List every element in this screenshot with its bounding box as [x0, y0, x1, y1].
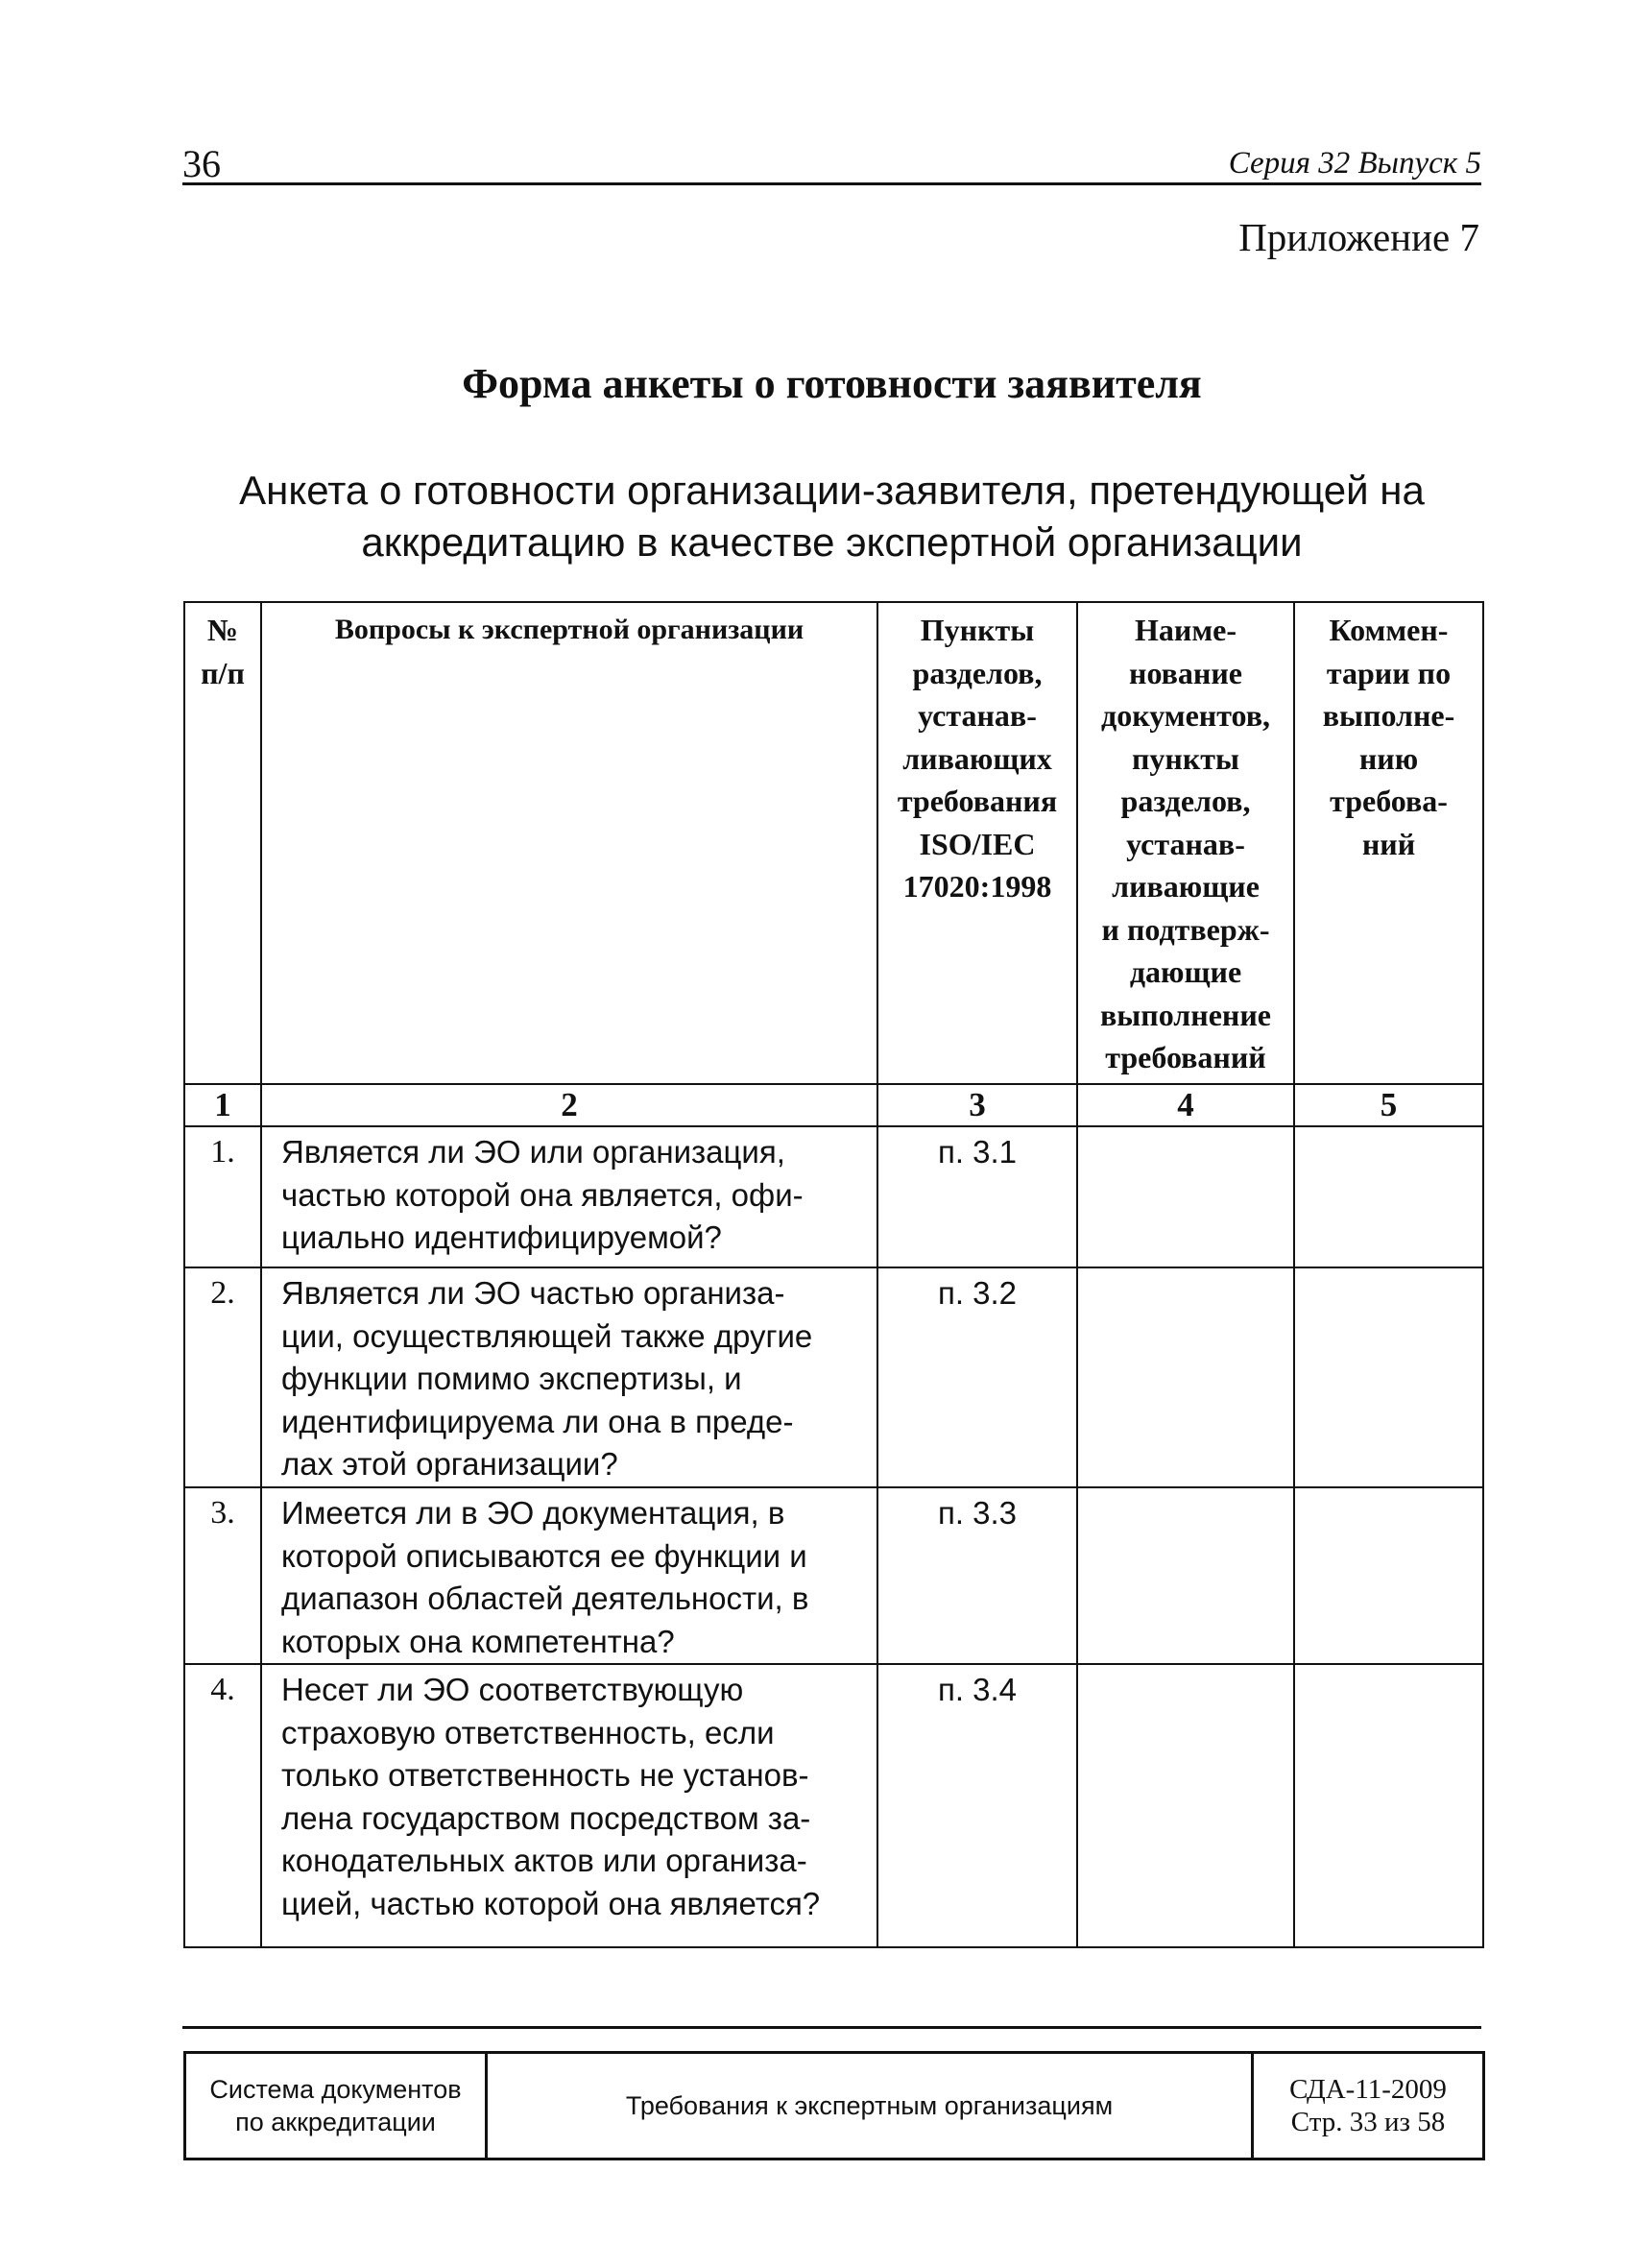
row-clause: п. 3.2	[877, 1267, 1077, 1487]
column-number-row	[184, 1084, 1483, 1126]
header-line: пункты	[1131, 740, 1239, 776]
row-comments[interactable]	[1294, 1487, 1483, 1664]
table-row	[184, 1267, 1483, 1487]
row-comments[interactable]	[1294, 1664, 1483, 1947]
questionnaire-table	[183, 601, 1484, 1948]
header-line: ISO/IEC	[919, 826, 1036, 861]
form-title: Форма анкеты о готовности заявителя	[462, 360, 1202, 407]
header-line: тарии по	[1326, 655, 1452, 690]
header-line: устанав-	[918, 698, 1037, 733]
header-line: нование	[1129, 655, 1242, 690]
header-line: устанав-	[1126, 826, 1245, 861]
question-line: циально идентифицируемой?	[281, 1219, 722, 1255]
header-num	[184, 602, 261, 1084]
question-line: лах этой организации?	[281, 1446, 618, 1482]
header-line: ний	[1361, 826, 1416, 861]
header-line: 17020:1998	[902, 869, 1052, 904]
row-comments[interactable]	[1294, 1267, 1483, 1487]
footer-doc-code: СДА-11-2009	[1289, 2074, 1447, 2105]
question-line: цией, частью которой она является?	[281, 1885, 821, 1921]
header-line: Наиме-	[1135, 613, 1237, 647]
table-row	[184, 1487, 1483, 1664]
row-number: 4.	[184, 1664, 261, 1947]
footer-code	[1253, 2053, 1484, 2159]
header-line: выполне-	[1322, 698, 1455, 733]
row-comments[interactable]	[1294, 1126, 1483, 1267]
column-number: 5	[1294, 1084, 1483, 1126]
header-line: №	[206, 613, 239, 647]
footer-doc-title: Требования к экспертным организациям	[487, 2053, 1253, 2159]
header-line: ливающих	[902, 740, 1052, 776]
question-line: функции помимо экспертизы, и	[281, 1361, 742, 1396]
column-number: 4	[1077, 1084, 1294, 1126]
table-row	[184, 1664, 1483, 1947]
row-number: 1.	[184, 1126, 261, 1267]
question-line: частью которой она является, офи-	[281, 1176, 804, 1213]
row-documents[interactable]	[1077, 1487, 1294, 1664]
footer-system-line: по аккредитации	[235, 2108, 436, 2136]
appendix-label: Приложение 7	[1238, 215, 1479, 259]
row-number: 2.	[184, 1267, 261, 1487]
row-number: 3.	[184, 1487, 261, 1664]
question-line: которых она компетентна?	[281, 1623, 675, 1659]
question-line: Имеется ли в ЭО документация, в	[281, 1495, 785, 1531]
header-line: Коммен-	[1329, 613, 1449, 647]
header-line: п/п	[201, 655, 245, 690]
header-comments	[1294, 602, 1483, 1084]
row-question	[261, 1267, 877, 1487]
footer-system	[185, 2053, 487, 2159]
subtitle-line: аккредитацию в качестве экспертной организации	[361, 519, 1303, 565]
series-label: Серия 32 Выпуск 5	[1228, 146, 1481, 181]
row-question	[261, 1487, 877, 1664]
question-line: страховую ответственность, если	[281, 1714, 775, 1750]
question-line: которой описываются ее функции и	[281, 1537, 807, 1574]
question-line: лена государством посредством за-	[281, 1799, 811, 1836]
footer-table	[183, 2051, 1485, 2160]
header-question	[261, 602, 877, 1084]
header-clause	[877, 602, 1077, 1084]
question-line: конодательных актов или организа-	[281, 1843, 807, 1878]
question-line: только ответственность не установ-	[281, 1757, 809, 1793]
column-number: 3	[877, 1084, 1077, 1126]
row-question	[261, 1126, 877, 1267]
header-line: разделов,	[1120, 784, 1251, 818]
header-rule	[182, 182, 1481, 185]
question-line: ции, осуществляющей также другие	[281, 1317, 813, 1354]
page-number: 36	[182, 142, 221, 185]
header-line: дающие	[1129, 954, 1242, 989]
row-documents[interactable]	[1077, 1664, 1294, 1947]
question-line: Является ли ЭО частью организа-	[281, 1275, 785, 1311]
footer-row	[185, 2053, 1484, 2159]
header-line: требования	[897, 784, 1058, 818]
row-clause: п. 3.1	[877, 1126, 1077, 1267]
table-header-row	[184, 602, 1483, 1084]
header-documents	[1077, 602, 1294, 1084]
header-line: выполнение	[1100, 997, 1271, 1032]
footer-page-info: Стр. 33 из 58	[1290, 2107, 1446, 2137]
form-subtitle	[182, 465, 1481, 568]
question-line: Несет ли ЭО соответствующую	[281, 1672, 744, 1707]
header-line: документов,	[1101, 698, 1270, 733]
header-line: нию	[1358, 740, 1419, 776]
question-line: идентифицируема ли она в преде-	[281, 1403, 794, 1439]
row-documents[interactable]	[1077, 1126, 1294, 1267]
question-line: Является ли ЭО или организация,	[281, 1134, 785, 1170]
header-line: ливающие	[1112, 869, 1260, 904]
row-clause: п. 3.4	[877, 1664, 1077, 1947]
question-line: диапазон областей деятельности, в	[281, 1580, 809, 1616]
header-line: требований	[1105, 1040, 1266, 1074]
table-row	[184, 1126, 1483, 1267]
header-line: требова-	[1330, 784, 1448, 818]
footer-system-line: Система документов	[209, 2075, 462, 2104]
row-clause: п. 3.3	[877, 1487, 1077, 1664]
row-question	[261, 1664, 877, 1947]
footer-rule	[182, 2026, 1481, 2029]
subtitle-line: Анкета о готовности организации-заявителя, претендующей на	[239, 468, 1425, 513]
column-number: 1	[184, 1084, 261, 1126]
header-line: Пункты	[920, 613, 1035, 647]
header-line: Вопросы к экспертной организации	[334, 614, 804, 645]
row-documents[interactable]	[1077, 1267, 1294, 1487]
header-line: разделов,	[912, 655, 1043, 690]
column-number: 2	[261, 1084, 877, 1126]
header-line: и подтверж-	[1101, 911, 1270, 947]
